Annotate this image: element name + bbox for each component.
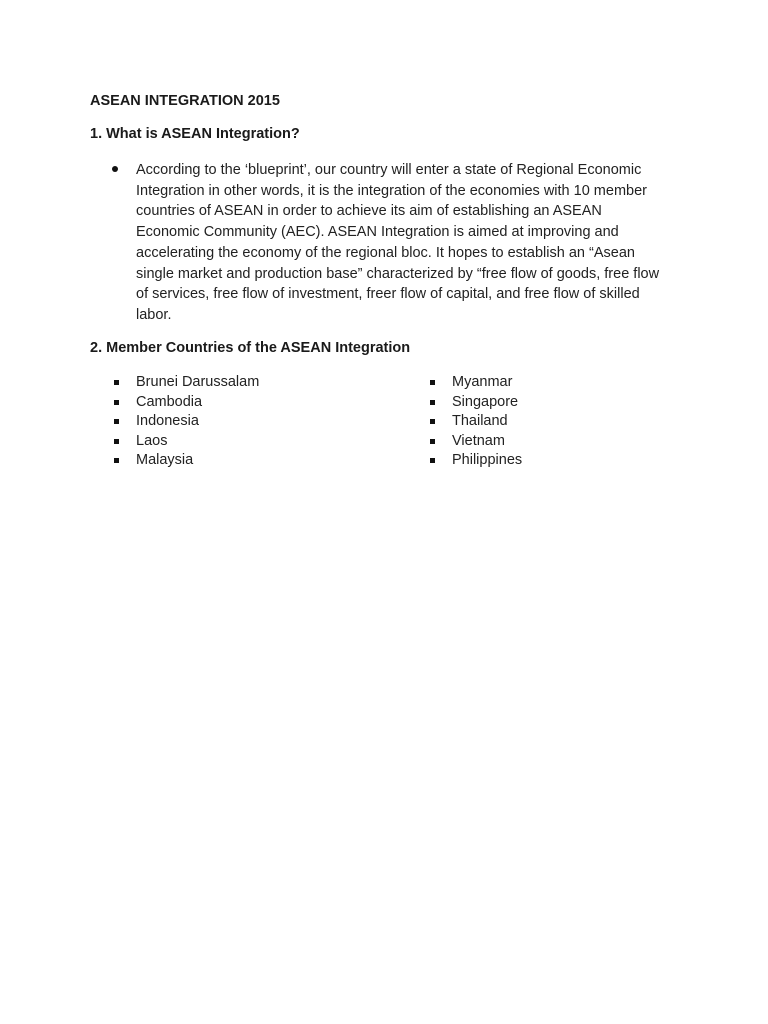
section-heading-member-countries: 2. Member Countries of the ASEAN Integration: [90, 340, 411, 356]
square-bullet-icon: [114, 419, 119, 424]
square-bullet-icon: [430, 439, 435, 444]
country-name: Philippines: [452, 452, 523, 468]
square-bullet-icon: [430, 419, 435, 424]
square-bullet-icon: [114, 439, 119, 444]
country-name: Myanmar: [452, 374, 513, 390]
square-bullet-icon: [430, 458, 435, 463]
country-name: Brunei Darussalam: [136, 374, 260, 390]
country-name: Indonesia: [136, 413, 199, 429]
square-bullet-icon: [114, 458, 119, 463]
country-name: Cambodia: [136, 393, 203, 410]
definition-text: According to the ‘blueprint’, our country will enter a state of Regional Economic Integration in other words, it is the integration of the economies with 10 member countries of ASEAN in order to achieve its aim of establishing an ASEAN Economic Community (AEC). ASEAN Integration is aimed at improving and accelerating the economy of the regional bloc. It hopes to establish an “Asean single market and production base” characterized by “free flow of goods, free flow of services, free flow of investment, freer flow of capital, and free flow of skilled labor.: [136, 162, 660, 323]
country-name: Vietnam: [452, 432, 505, 449]
square-bullet-icon: [430, 400, 435, 405]
square-bullet-icon: [430, 380, 435, 385]
country-name: Malaysia: [136, 452, 194, 468]
square-bullet-icon: [114, 400, 119, 405]
country-name: Laos: [136, 432, 168, 449]
section-heading-what-is: 1. What is ASEAN Integration?: [90, 126, 300, 142]
country-name: Thailand: [452, 413, 508, 429]
square-bullet-icon: [114, 380, 119, 385]
document-title: ASEAN INTEGRATION 2015: [90, 93, 280, 109]
bullet-dot-icon: [112, 166, 118, 172]
country-name: Singapore: [452, 393, 519, 410]
